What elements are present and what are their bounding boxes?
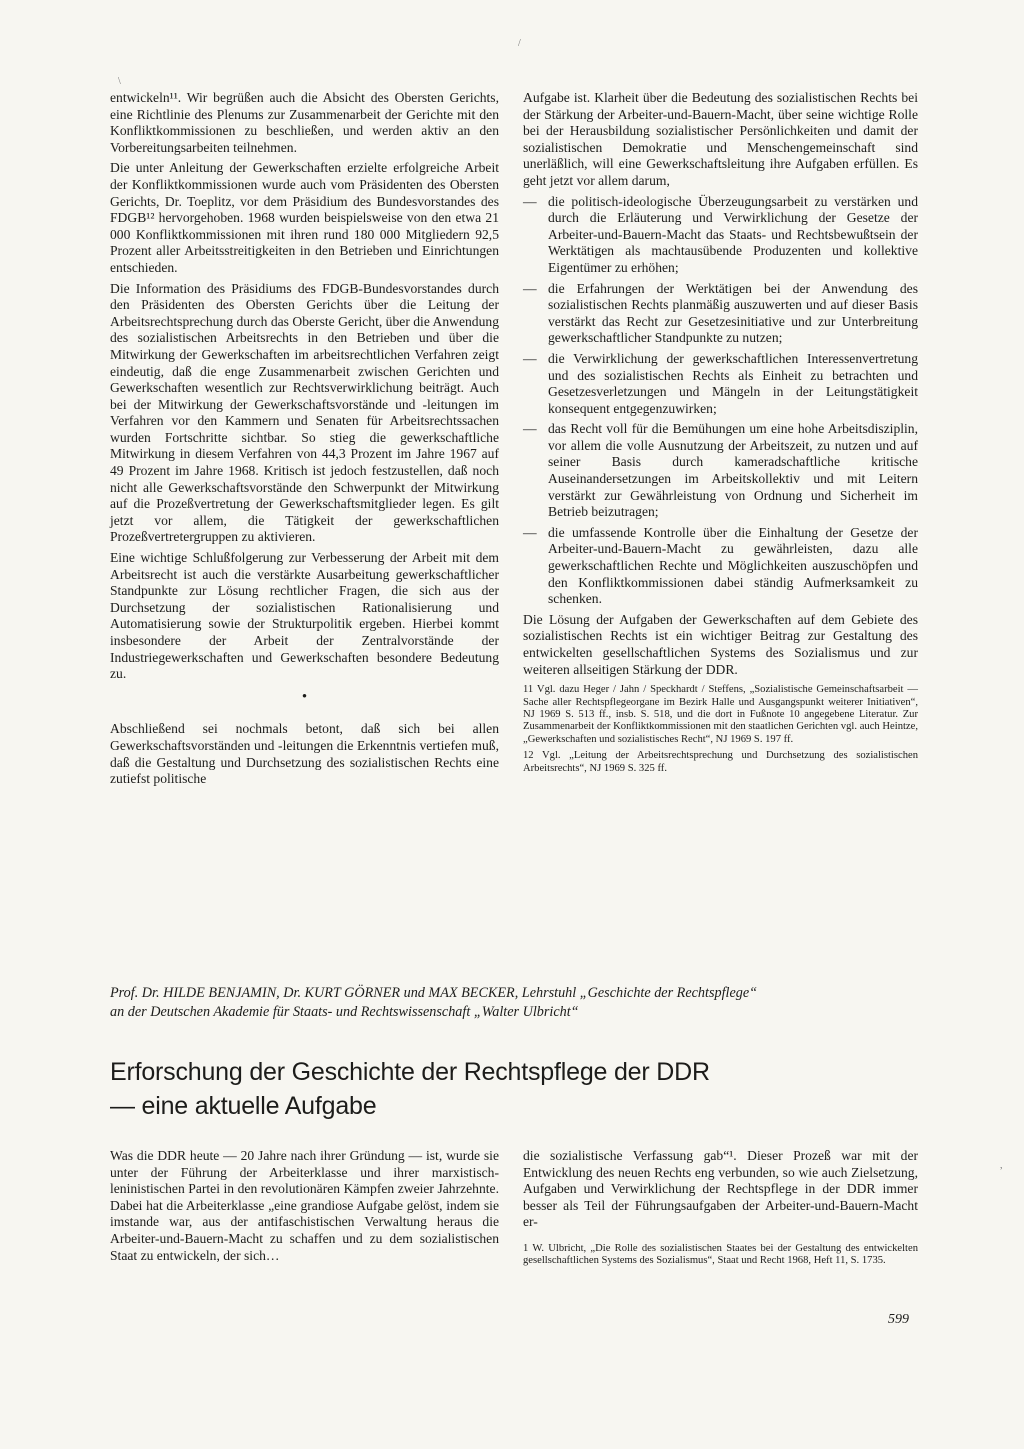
- paragraph: Die unter Anleitung der Gewerkschaften erzielte erfolgreiche Arbeit der Konfliktkommissionen wurde auch vom Präsidenten des Obersten Gerichts, Dr. Toeplitz, vor dem Präsidium des Bundesvorstandes des FDGB¹² hervorgehoben. 1968 wurden beispielsweise von den etwa 21 000 Konfliktkommissionen mit ihren rund 180 000 Mitgliedern 92,5 Prozent aller Arbeitsstreitigkeiten in den Betrieben und Einrichtungen entschieden.: [110, 160, 499, 275]
- byline-line: Prof. Dr. HILDE BENJAMIN, Dr. KURT GÖRNER und MAX BECKER, Lehrstuhl „Geschichte der Rechtspflege“: [110, 985, 758, 1001]
- article-byline: [110, 984, 925, 1022]
- page-number: 599: [888, 1312, 909, 1327]
- paragraph: Was die DDR heute — 20 Jahre nach ihrer Gründung — ist, wurde sie unter der Führung der Arbeiterklasse und ihrer marxistisch-leninistischen Partei in den revolutionären Kämpfen zweier Jahrzehnte. Dabei hat die Arbeiterklasse „eine grandiose Aufgabe gelöst, indem sie imstande war, aus der antifaschistischen Verwaltung heraus die Arbeiter-und-Bauern-Macht zu schaffen und zu dem sozialistischen Staat zu entwickeln, der sich…: [110, 1148, 499, 1263]
- scan-mark: ,: [1000, 1160, 1003, 1171]
- article-right-column: [523, 1148, 918, 1272]
- article-title: [110, 1055, 925, 1123]
- paragraph: Die Lösung der Aufgaben der Gewerkschaften auf dem Gebiete des sozialistischen Rechts ist ein wichtiger Beitrag zur Gestaltung des entwickelten gesellschaftlichen Systems des Sozialismus und zur weiteren allseitigen Stärkung der DDR.: [523, 611, 918, 677]
- scan-mark: \: [118, 76, 121, 87]
- byline-line: an der Deutschen Akademie für Staats- und Rechtswissenschaft „Walter Ulbricht“: [110, 1004, 579, 1020]
- list-item: — die Verwirklichung der gewerkschaftlichen Interessenvertretung und des sozialistischen Rechts als Einheit zu betrachten und Gesetzesverletzungen und Mängeln in der Leitungstätigkeit konsequent entgegenzuwirken;: [523, 351, 918, 417]
- paragraph: die sozialistische Verfassung gab“¹. Dieser Prozeß war mit der Entwicklung des neuen Rechts eng verbunden, so wie auch Zielsetzung, Aufgaben und Verwirklichung der Rechtspflege in der DDR immer besser als Teil der Führungsaufgaben der Arbeiter-und-Bauern-Macht er-: [523, 1148, 918, 1230]
- paragraph: entwickeln¹¹. Wir begrüßen auch die Absicht des Obersten Gerichts, eine Richtlinie des Plenums zur Zusammenarbeit der Gerichte mit den Konfliktkommissionen zu beschließen, und werden aktiv an den Vorbereitungsarbeiten teilnehmen.: [110, 90, 499, 155]
- article-left-column: [110, 1148, 499, 1268]
- paragraph: Die Information des Präsidiums des FDGB-Bundesvorstandes durch den Präsidenten des Obersten Gerichts über die Leitung der Arbeitsrechtsprechung durch das Oberste Gericht, über die Anwendung des sozialistischen Arbeitsrechts in den Betrieben und über die Mitwirkung der Gewerkschaften im arbeitsrechtlichen Verfahren zeigt eindeutig, daß die enge Zusammenarbeit zwischen Gerichten und Gewerkschaften wesentlich zur Rechtsverwirklichung beiträgt. Auch bei der Mitwirkung der Gewerkschaftsvorstände und -leitungen im Verfahren vor den Kammern und Senaten für Arbeitsrechtssachen wurden Fortschritte sichtbar. So stieg die gewerkschaftliche Mitwirkung in diesem Verfahren von 44,3 Prozent im Jahre 1967 auf 49 Prozent im Jahre 1968. Kritisch ist jedoch festzustellen, daß noch nicht alle Gewerkschaftsvorstände den Schwerpunkt der Mitwirkung auf die Prozeßvertretung der Gewerkschaftsmitglieder legen. Es gilt jetzt vor allem, die Tätigkeit der gewerkschaftlichen Prozeßvertretergruppen zu aktivieren.: [110, 280, 499, 545]
- list-item: — die Erfahrungen der Werktätigen bei der Anwendung des sozialistischen Rechts planmäßig auszuwerten und auf dieser Basis verstärkt das Recht zur Gesetzesinitiative und zur Unterbreitung gewerkschaftlicher Standpunkte zu nutzen;: [523, 281, 918, 347]
- task-list: [523, 194, 918, 608]
- title-line: Erforschung der Geschichte der Rechtspflege der DDR: [110, 1058, 710, 1086]
- right-column: [523, 90, 918, 779]
- list-item: — die politisch-ideologische Überzeugungsarbeit zu verstärken und durch die Erläuterung und Verwirklichung der Gesetze der Arbeiter-und-Bauern-Macht das Staats- und Rechtsbewußtsein der Werktätigen als machtausübende Produzenten und kollektive Eigentümer zu erhöhen;: [523, 194, 918, 277]
- footnote: 12 Vgl. „Leitung der Arbeitsrechtsprechung und Durchsetzung des sozialistischen Arbeitsrechts“, NJ 1969 S. 325 ff.: [523, 750, 918, 774]
- list-item: — die umfassende Kontrolle über die Einhaltung der Gesetze der Arbeiter-und-Bauern-Macht zu gewährleisten, dazu alle gewerkschaftlichen Rechte und Möglichkeiten auszuschöpfen und den Konfliktkommissionen dabei ständig Aufmerksamkeit zu schenken.: [523, 525, 918, 608]
- paragraph: Abschließend sei nochmals betont, daß sich bei allen Gewerkschaftsvorständen und -leitungen die Erkenntnis vertiefen muß, daß die Gestaltung und Durchsetzung des sozialistischen Rechts eine zutiefst politische: [110, 721, 499, 787]
- left-column: [110, 90, 499, 792]
- scan-mark: /: [518, 38, 521, 49]
- title-line: — eine aktuelle Aufgabe: [110, 1092, 377, 1120]
- paragraph: Aufgabe ist. Klarheit über die Bedeutung des sozialistischen Rechts bei der Stärkung der Arbeiter-und-Bauern-Macht, über seine wichtige Rolle bei der Herausbildung sozialistischer Persönlichkeiten und damit der sozialistischen Demokratie und Menschengemeinschaft sind unerläßlich, will eine Gewerkschaftsleitung ihre Aufgaben erfüllen. Es geht jetzt vor allem darum,: [523, 90, 918, 188]
- paragraph: Eine wichtige Schlußfolgerung zur Verbesserung der Arbeit mit dem Arbeitsrecht ist auch die verstärkte Ausarbeitung gewerkschaftlicher Standpunkte zur Lösung rechtlicher Fragen, die sich aus der Durchsetzung der sozialistischen Rationalisierung und Automatisierung sowie der Strukturpolitik ergeben. Hierbei kommt insbesondere der Arbeit der Zentralvorstände der Industriegewerkschaften und Gewerkschaften besondere Bedeutung zu.: [110, 550, 499, 682]
- footnote: 1 W. Ulbricht, „Die Rolle des sozialistischen Staates bei der Gestaltung des entwickelten gesellschaftlichen Systems des Sozialismus“, Staat und Recht 1968, Heft 11, S. 1735.: [523, 1242, 918, 1267]
- list-item: — das Recht voll für die Bemühungen um eine hohe Arbeitsdisziplin, vor allem die volle Ausnutzung der Arbeitszeit, zu nutzen und auf seiner Basis durch kameradschaftliche kritische Auseinandersetzungen im Arbeitskollektiv und mit Leitern verstärkt zur Gewährleistung von Ordnung und Sicherheit im Betrieb beizutragen;: [523, 421, 918, 521]
- footnote: 11 Vgl. dazu Heger / Jahn / Speckhardt / Steffens, „Sozialistische Gemeinschaftsarbeit — Sache aller Rechtspflegeorgane im Bezirk Halle und Ausgangspunkt weiterer Initiativen“, NJ 1969 S. 513 ff., insb. S. 518, und die dort in Fußnote 10 angegebene Literatur. Zur Zusammenarbeit der Konfliktkommissionen mit den staatlichen Gerichten vgl. auch Heintze, „Gewerkschaften und sozialistisches Recht“, NJ 1969 S. 197 ff.: [523, 684, 918, 745]
- section-separator: •: [301, 688, 308, 705]
